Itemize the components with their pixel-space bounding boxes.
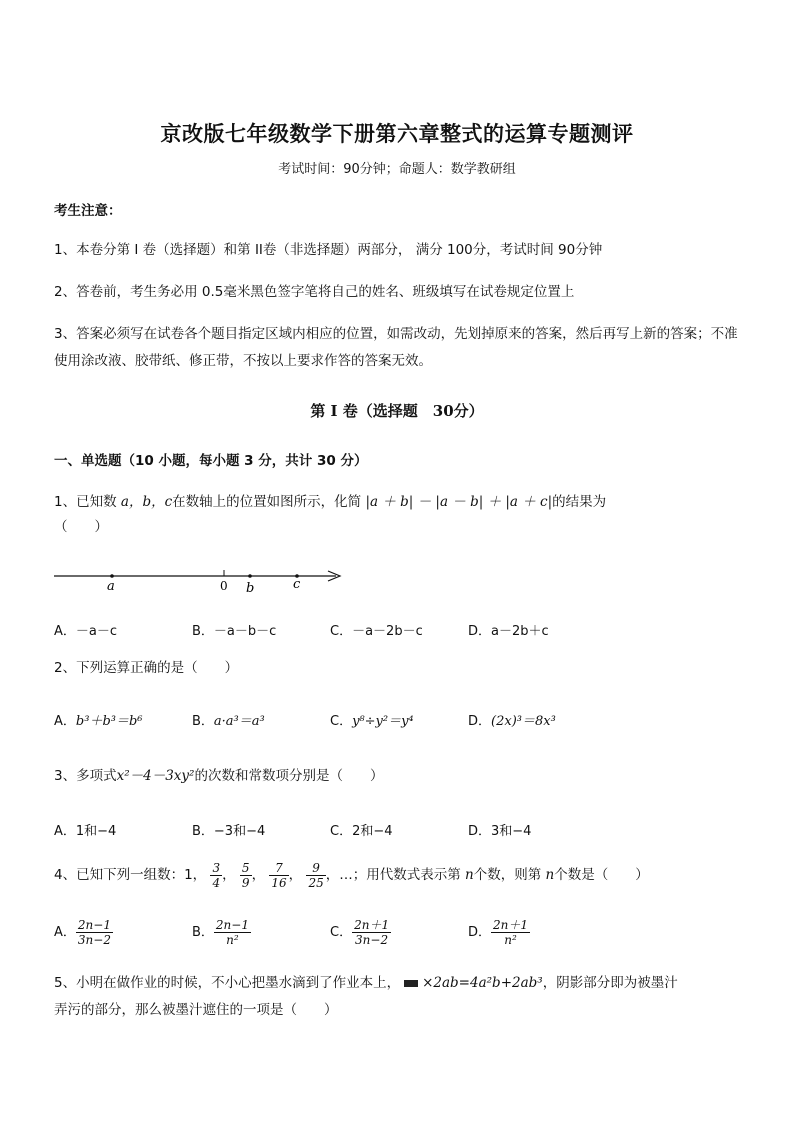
q2-option-a[interactable]: A．b³＋b³＝b⁶ xyxy=(54,714,143,729)
point-a xyxy=(110,574,114,578)
question-2-stem: 2、下列运算正确的是（ ） xyxy=(54,660,239,676)
q4-option-d[interactable]: D． $\frac{2n+1}{\text{n²}}$ xyxy=(468,918,529,947)
seq-frac-1: $\frac{3}{4}$ xyxy=(212,860,221,890)
label-zero: 0 xyxy=(220,579,228,593)
section-title: 第 I 卷（选择题 30分） xyxy=(310,402,484,420)
q4-option-c[interactable]: C． $\frac{2n+1}{3n-2}$ xyxy=(330,918,390,947)
question-3-stem: 3、多项式x²－4－3xy²的次数和常数项分别是（ ） xyxy=(54,768,384,784)
q3-option-b[interactable]: B．−3和−4 xyxy=(192,824,266,839)
q2-option-c[interactable]: C．y⁸÷y²＝y⁴ xyxy=(330,714,414,729)
part-title: 一、单选题（10 小题，每小题 3 分，共计 30 分） xyxy=(54,453,368,469)
question-5-stem: 5、小明在做作业的时候，不小心把墨水滴到了作业本上， ×2ab=4a²b+2ab³，阴影部分即为被墨汁 xyxy=(54,975,678,991)
notice-item-2: 2、答卷前，考生务必用 0.5毫米黑色签字笔将自己的姓名、班级填写在试卷规定位置上 xyxy=(54,284,575,300)
q3-option-c[interactable]: C．2和−4 xyxy=(330,824,393,839)
point-b xyxy=(248,574,252,578)
seq-frac-4: $\frac{9}{25}$ xyxy=(308,860,324,890)
label-b: b xyxy=(246,581,255,596)
question-5-line-2: 弄污的部分，那么被墨汁遮住的一项是（ ） xyxy=(54,1002,338,1018)
q1-option-c[interactable]: C．－a－2b－c xyxy=(330,624,423,639)
exam-subtitle: 考试时间：90分钟；命题人：数学教研组 xyxy=(278,162,516,177)
seq-frac-3: $\frac{7}{16}$ xyxy=(271,860,287,890)
q3-option-a[interactable]: A．1和−4 xyxy=(54,824,117,839)
q2-option-d[interactable]: D．(2x)³＝8x³ xyxy=(468,714,556,729)
q4-option-b[interactable]: B． $\frac{2n-1}{\text{n²}}$ xyxy=(192,918,249,947)
q3-option-d[interactable]: D．3和−4 xyxy=(468,824,532,839)
ink-blot xyxy=(404,980,418,987)
q2-option-b[interactable]: B．a·a³＝a³ xyxy=(192,714,265,729)
exam-title: 京改版七年级数学下册第六章整式的运算专题测评 xyxy=(160,121,634,146)
q4-option-a[interactable]: A． $\frac{2n-1}{3n-2}$ xyxy=(54,918,111,947)
notice-item-1: 1、本卷分第 I 卷（选择题）和第 II卷（非选择题）两部分， 满分 100分，考试时间 90分钟 xyxy=(54,242,603,258)
q1-option-d[interactable]: D．a－2b＋c xyxy=(468,624,549,639)
q1-option-b[interactable]: B．－a－b－c xyxy=(192,624,277,639)
question-1-stem: 1、已知数 a，b，c在数轴上的位置如图所示，化简 |a ＋ b| － |a － b| ＋ |a ＋ c|的结果为 xyxy=(54,494,607,510)
question-4-stem: 4、已知下列一组数：1， $\frac{3}{4}$ ， $\frac{5}{9}$ ， $\frac{7}{16}$ ， $\frac{9}{25}$ ，…；用代数式表示第 n个数，则第 n个数是（ ） xyxy=(54,860,649,890)
number-line xyxy=(50,560,350,600)
label-c: c xyxy=(293,577,301,592)
notice-heading: 考生注意： xyxy=(54,203,122,219)
label-a: a xyxy=(107,579,115,594)
notice-item-3: 3、答案必须写在试卷各个题目指定区域内相应的位置，如需改动，先划掉原来的答案，然后再写上新的答案；不准使用涂改液、胶带纸、修正带，不按以上要求作答的答案无效。 xyxy=(54,326,738,369)
q1-option-a[interactable]: A．－a－c xyxy=(54,624,118,639)
question-1-paren: （ ） xyxy=(54,519,108,535)
seq-frac-2: $\frac{5}{9}$ xyxy=(241,860,250,890)
